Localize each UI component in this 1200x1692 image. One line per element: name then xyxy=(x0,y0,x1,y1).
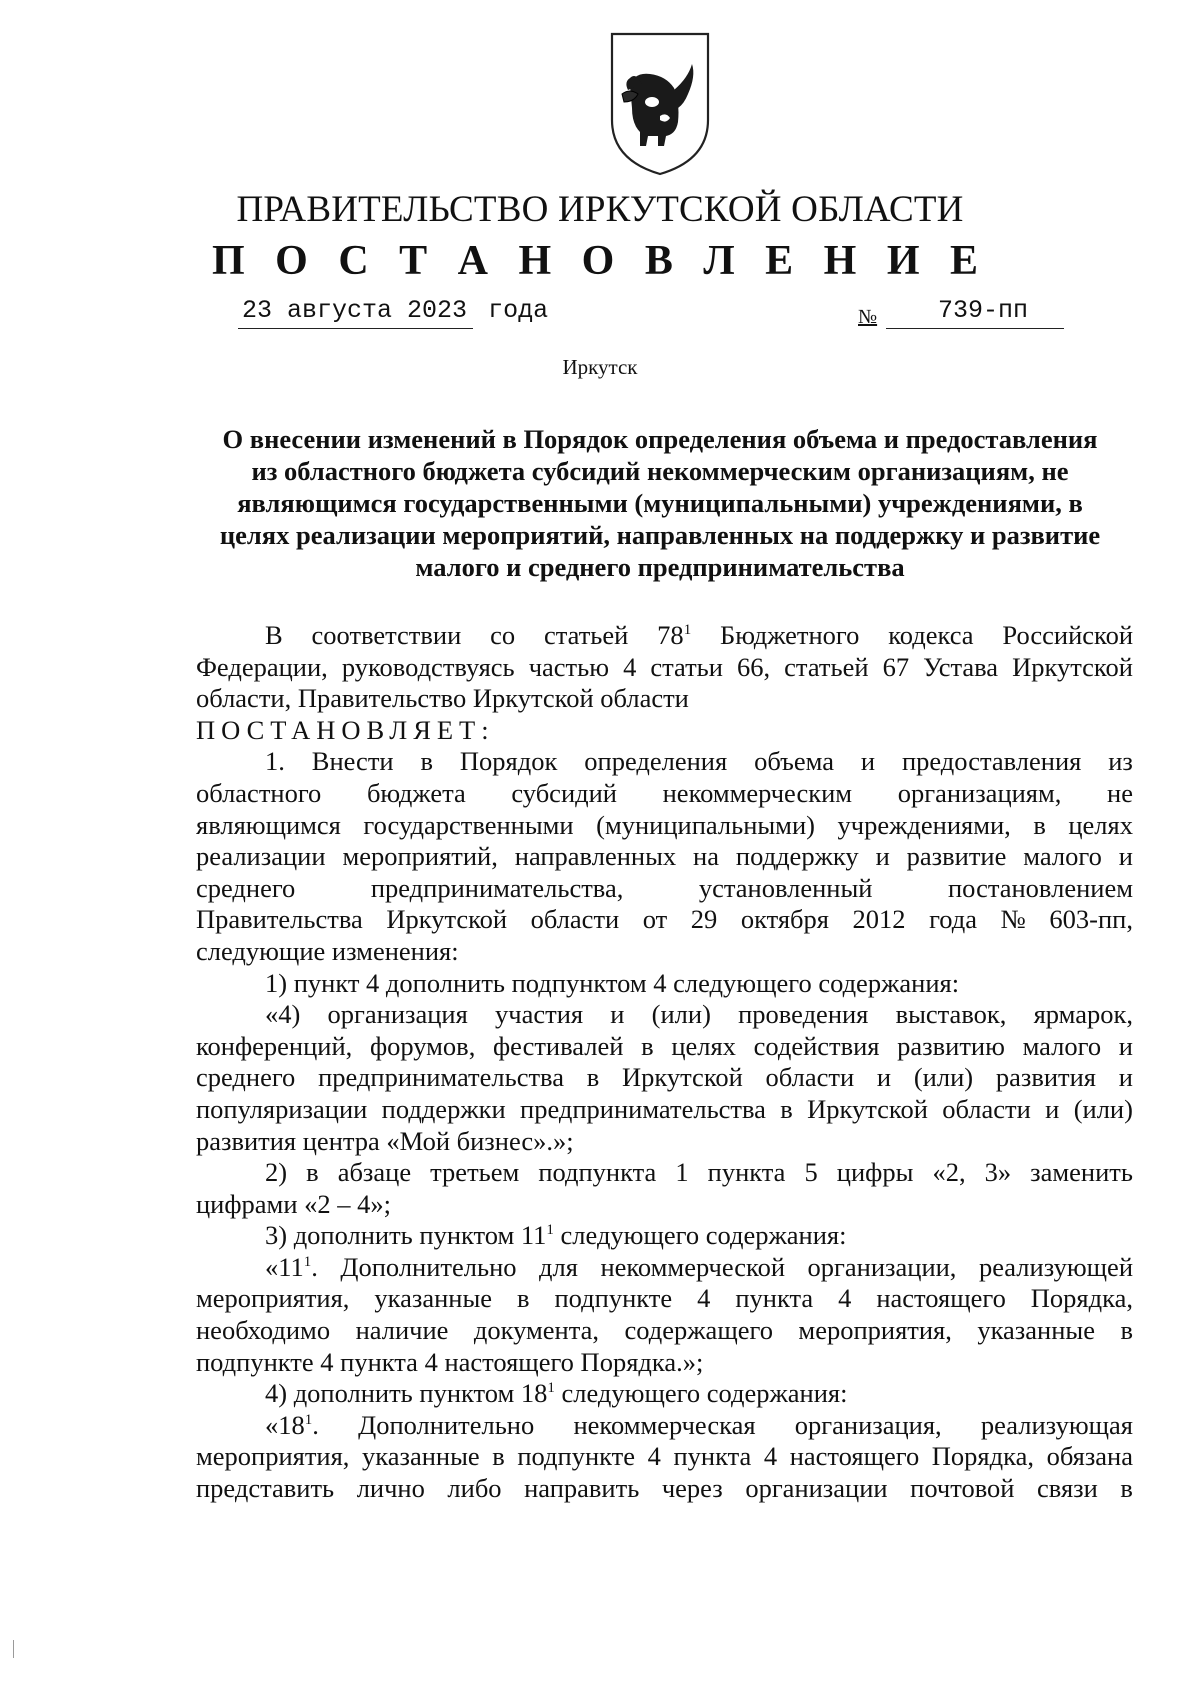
word: среднего xyxy=(196,1062,296,1093)
word: и xyxy=(610,999,625,1030)
word: области xyxy=(765,1062,855,1093)
word: и xyxy=(1045,1093,1060,1124)
body-line xyxy=(196,999,1133,1031)
word: среднего xyxy=(196,872,296,903)
word: 4 xyxy=(623,651,637,682)
word: участия xyxy=(495,999,584,1030)
body-line: развития центра «Мой бизнес».»; xyxy=(196,1125,574,1156)
title-line: малого и среднего предпринимательства xyxy=(415,552,905,582)
word: 2) xyxy=(265,1157,288,1188)
word: 3» xyxy=(984,1157,1012,1188)
body-line xyxy=(196,841,1133,873)
word: целях xyxy=(1068,809,1133,840)
word: статьи xyxy=(650,651,723,682)
word: Порядка, xyxy=(1030,1283,1133,1314)
word: руководствуясь xyxy=(341,651,515,682)
word: субсидий xyxy=(511,777,617,808)
word: в xyxy=(420,746,434,777)
scan-margin-mark xyxy=(13,1640,14,1658)
word: и xyxy=(860,746,876,777)
word: развитию xyxy=(897,1030,1005,1061)
word: и xyxy=(876,1062,892,1093)
word: форумов, xyxy=(369,1030,476,1061)
word: либо xyxy=(447,1473,502,1504)
word: Устава xyxy=(923,651,999,682)
word: Иркутской xyxy=(386,904,508,935)
word: 4 xyxy=(647,1441,661,1472)
word: выставок, xyxy=(895,999,1007,1030)
word: предпринимательства, xyxy=(370,872,624,903)
body-line xyxy=(196,1441,1133,1473)
word: связи xyxy=(1037,1473,1098,1504)
word: Иркутской xyxy=(622,1062,743,1093)
word: года xyxy=(929,904,978,935)
word: пункта xyxy=(735,1283,814,1314)
word: № xyxy=(1000,904,1026,935)
word: «4) xyxy=(265,999,301,1030)
word: 4 xyxy=(763,1441,778,1472)
word: в xyxy=(492,1441,505,1472)
word: 1. xyxy=(265,746,285,777)
word: предпринимательства xyxy=(318,1062,564,1093)
word: и xyxy=(1118,841,1133,872)
word: абзаце xyxy=(337,1157,412,1188)
title-line: являющимся государственными (муниципальными) учреждениями, в xyxy=(237,488,1083,518)
document-date: 23 августа 2023 xyxy=(238,296,473,329)
word: частью xyxy=(528,651,610,682)
word: в xyxy=(517,1283,530,1314)
resolves-keyword: ПОСТАНОВЛЯЕТ: xyxy=(196,714,495,745)
body-line xyxy=(196,1031,1133,1063)
word: (муниципальными) xyxy=(596,809,815,840)
word: и xyxy=(875,841,890,872)
body-line xyxy=(196,746,1133,778)
word: и xyxy=(1118,1062,1133,1093)
word: октября xyxy=(740,904,829,935)
body-line xyxy=(196,1315,1133,1347)
word: на xyxy=(693,841,719,872)
word: от xyxy=(642,904,668,935)
word: подпункте xyxy=(517,1441,636,1472)
body-line: следующие изменения: xyxy=(196,935,459,966)
word: документа, xyxy=(473,1315,600,1346)
word: «2, xyxy=(932,1157,966,1188)
body-line: В соответствии со статьей $78^1$ Бюджетного кодекса Российской xyxy=(265,620,1134,650)
word: лично xyxy=(356,1473,425,1504)
document-title xyxy=(185,423,1135,583)
word: малого xyxy=(1023,841,1102,872)
word: 5 xyxy=(804,1157,818,1188)
word: в xyxy=(306,1157,319,1188)
body-line: области, Правительство Иркутской области xyxy=(196,683,689,714)
word: Порядок xyxy=(459,746,558,777)
word: (или) xyxy=(1073,1093,1133,1124)
document-body xyxy=(196,620,1133,1505)
body-line xyxy=(196,810,1133,842)
word: пункта xyxy=(707,1157,786,1188)
word: указанные xyxy=(362,1441,480,1472)
word: организациям, xyxy=(897,777,1062,808)
word: популяризации xyxy=(196,1093,368,1124)
word: мероприятия, xyxy=(196,1441,350,1472)
word: 603-пп, xyxy=(1049,904,1133,935)
title-line: целях реализации мероприятий, направленных на поддержку и развитие xyxy=(219,520,1101,550)
word: почтовой xyxy=(910,1473,1015,1504)
word: в xyxy=(1033,809,1046,840)
word: предоставления xyxy=(901,746,1082,777)
word: Правительства xyxy=(196,904,363,935)
word: объема xyxy=(754,746,834,777)
word: содействия xyxy=(753,1030,880,1061)
word: в xyxy=(1120,1315,1133,1346)
word: заменить xyxy=(1030,1157,1133,1188)
body-line xyxy=(196,904,1133,936)
word: реализации xyxy=(196,841,326,872)
body-line: 3) дополнить пунктом $11^1$ следующего содержания: xyxy=(265,1220,847,1251)
word: указанные xyxy=(977,1315,1095,1346)
word: наличие xyxy=(355,1315,449,1346)
body-line: «$18^1$. Дополнительно некоммерческая организация, реализующая xyxy=(265,1409,1133,1440)
word: областного xyxy=(196,777,322,808)
word: организации xyxy=(745,1473,888,1504)
word: из xyxy=(1108,746,1133,777)
word: (или) xyxy=(913,1062,974,1093)
word: Иркутской xyxy=(807,1093,928,1124)
word: (или) xyxy=(651,999,711,1030)
word: 67 xyxy=(882,651,910,682)
word: настоящего xyxy=(789,1441,920,1472)
word: развитие xyxy=(906,841,1007,872)
government-name: ПРАВИТЕЛЬСТВО ИРКУТСКОЙ ОБЛАСТИ xyxy=(236,189,964,230)
document-number-field xyxy=(886,296,1064,329)
word: 29 xyxy=(690,904,718,935)
word: учреждениями, xyxy=(837,809,1011,840)
number-sign: № xyxy=(858,306,878,328)
word: обязана xyxy=(1046,1441,1133,1472)
word: предпринимательства xyxy=(520,1093,766,1124)
body-line: «$11^1$. Дополнительно для некоммерческой организации, реализующей xyxy=(265,1251,1133,1282)
body-line xyxy=(196,778,1133,810)
word: направленных xyxy=(514,841,677,872)
word: мероприятия, xyxy=(196,1283,350,1314)
word: в xyxy=(1120,1473,1133,1504)
body-line xyxy=(196,1157,1133,1189)
word: и xyxy=(1118,1030,1133,1061)
word: 4 xyxy=(838,1283,852,1314)
word: государственными xyxy=(363,809,574,840)
word: в xyxy=(641,1030,654,1061)
word: 2012 xyxy=(852,904,906,935)
word: Порядка, xyxy=(931,1441,1034,1472)
word: поддержки xyxy=(381,1093,506,1124)
word: целях xyxy=(671,1030,736,1061)
word: конференций, xyxy=(196,1030,353,1061)
word: 66, xyxy=(737,651,771,682)
document-number: 739-пп xyxy=(938,296,1029,325)
word: 4 xyxy=(697,1283,711,1314)
body-line xyxy=(196,652,1133,684)
word: цифры xyxy=(836,1157,914,1188)
word: бюджета xyxy=(366,777,466,808)
word: развития xyxy=(995,1062,1097,1093)
body-line xyxy=(196,1473,1133,1505)
word: проведения xyxy=(738,999,869,1030)
word: малого xyxy=(1022,1030,1102,1061)
word: Внести xyxy=(311,746,394,777)
word: определения xyxy=(584,746,728,777)
body-line: 4) дополнить пунктом $18^1$ следующего содержания: xyxy=(265,1378,848,1409)
body-line xyxy=(196,873,1133,905)
body-line xyxy=(196,1283,1133,1315)
body-line xyxy=(196,1062,1133,1094)
word: мероприятий, xyxy=(342,841,498,872)
word: Федерации, xyxy=(196,651,328,682)
word: поддержку xyxy=(735,841,859,872)
word: пункта xyxy=(673,1441,752,1472)
word: в xyxy=(780,1093,793,1124)
date-suffix: года xyxy=(488,296,549,325)
word: мероприятия, xyxy=(798,1315,952,1346)
word: некоммерческим xyxy=(662,777,853,808)
word: постановлением xyxy=(947,872,1133,903)
word: подпункта xyxy=(538,1157,657,1188)
body-line: подпункте 4 пункта 4 настоящего Порядка.»; xyxy=(196,1346,704,1377)
word: установленный xyxy=(698,872,873,903)
word: подпункте xyxy=(554,1283,673,1314)
body-line xyxy=(196,1094,1133,1126)
word: ярмарок, xyxy=(1033,999,1133,1030)
word: организация xyxy=(327,999,468,1030)
sable-coat-of-arms-icon xyxy=(608,28,712,178)
city: Иркутск xyxy=(562,355,638,379)
word: являющимся xyxy=(196,809,341,840)
word: настоящего xyxy=(876,1283,1006,1314)
word: статьей xyxy=(784,651,869,682)
title-line: из областного бюджета субсидий некоммерческим организациям, не xyxy=(251,456,1069,486)
document-type: П О С Т А Н О В Л Е Н И Е xyxy=(211,238,989,284)
word: в xyxy=(586,1062,600,1093)
word: необходимо xyxy=(196,1315,331,1346)
word: указанные xyxy=(374,1283,493,1314)
title-line: О внесении изменений в Порядок определения объема и предоставления xyxy=(222,424,1098,454)
body-line: цифрами «2 – 4»; xyxy=(196,1188,391,1219)
word: Иркутской xyxy=(1012,651,1133,682)
body-line: 1) пункт 4 дополнить подпунктом 4 следующего содержания: xyxy=(265,967,960,998)
word: 1 xyxy=(675,1157,689,1188)
word: содержащего xyxy=(624,1315,773,1346)
word: направить xyxy=(524,1473,640,1504)
word: не xyxy=(1107,777,1133,808)
word: через xyxy=(661,1473,723,1504)
word: области xyxy=(530,904,620,935)
word: представить xyxy=(196,1473,335,1504)
word: фестивалей xyxy=(493,1030,624,1061)
word: третьем xyxy=(430,1157,520,1188)
word: области xyxy=(942,1093,1031,1124)
document-date-line xyxy=(238,296,548,329)
